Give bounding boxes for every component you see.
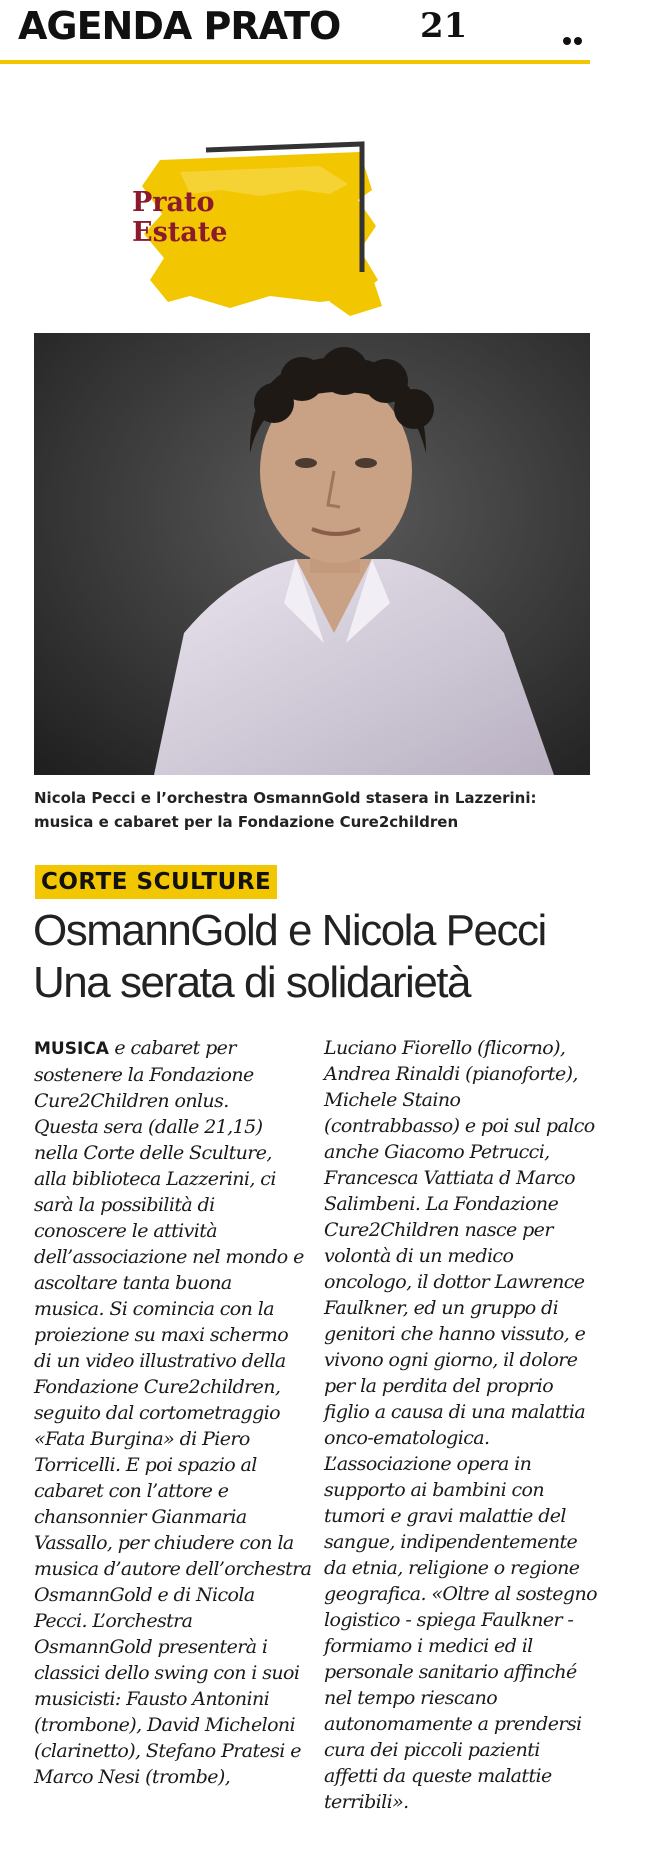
article-line: Torricelli. E poi spazio al — [34, 1454, 257, 1476]
page-header — [0, 0, 590, 62]
article-line: geografica. «Oltre al sostegno — [324, 1583, 597, 1605]
article-line: «Fata Burgina» di Piero — [34, 1428, 250, 1450]
article-line: nel tempo riescano — [324, 1687, 498, 1709]
article-line: personale sanitario affinché — [324, 1661, 577, 1683]
article-line: (contrabbasso) e poi sul palco — [324, 1115, 595, 1137]
article-line: Faulkner, ed un gruppo di — [324, 1297, 559, 1319]
article-line: oncologo, il dottor Lawrence — [324, 1271, 585, 1293]
article-line: OsmannGold presenterà i — [34, 1636, 268, 1658]
page-number: 21 — [420, 6, 468, 46]
article-line: alla biblioteca Lazzerini, ci — [34, 1168, 276, 1190]
col2-lines — [324, 1035, 597, 1815]
article-line: L’associazione opera in — [324, 1453, 532, 1475]
article-line: classici dello swing con i suoi — [34, 1662, 300, 1684]
article-line: onco-ematologica. — [324, 1427, 490, 1449]
lead-word: MUSICA — [34, 1039, 109, 1059]
logo-line-estate: Estate — [132, 217, 228, 248]
article-line: Pecci. L’orchestra — [34, 1610, 193, 1632]
article-line: supporto ai bambini con — [324, 1479, 545, 1501]
article-line: per la perdita del proprio — [324, 1375, 554, 1397]
article-line: Fondazione Cure2children, — [34, 1376, 281, 1398]
portrait-photo-icon — [34, 333, 590, 775]
article-line: Francesca Vattiata d Marco — [324, 1167, 576, 1189]
article-line: Michele Staino — [324, 1089, 461, 1111]
dots-icon — [563, 30, 587, 40]
article-line: Andrea Rinaldi (pianoforte), — [324, 1063, 578, 1085]
article-line: vivono ogni giorno, il dolore — [324, 1349, 578, 1371]
article-line: figlio a causa di una malattia — [324, 1401, 586, 1423]
article-line: nella Corte delle Sculture, — [34, 1142, 272, 1164]
article-line: Salimbeni. La Fondazione — [324, 1193, 559, 1215]
article-line: proiezione su maxi schermo — [34, 1324, 289, 1346]
article-line: conoscere le attività — [34, 1220, 217, 1242]
article-line: formiamo i medici ed il — [324, 1635, 533, 1657]
article-line: Marco Nesi (trombe), — [34, 1766, 231, 1788]
article-line: anche Giacomo Petrucci, — [324, 1141, 550, 1163]
article-line: autonomamente a prendersi — [324, 1713, 582, 1735]
article-line: sangue, indipendentemente — [324, 1531, 578, 1553]
article-line: seguito dal cortometraggio — [34, 1402, 280, 1424]
photo-caption — [34, 786, 594, 834]
article-line: cura dei piccoli pazienti — [324, 1739, 540, 1761]
headline-line: Una serata di solidarietà — [33, 958, 470, 1007]
logo-line-prato: Prato — [132, 187, 215, 218]
logo-text — [132, 188, 227, 248]
article-line: di un video illustrativo della — [34, 1350, 286, 1372]
caption-line: musica e cabaret per la Fondazione Cure2children — [34, 813, 459, 831]
prato-estate-logo — [120, 130, 390, 330]
header-rule — [0, 60, 590, 64]
article-line: (trombone), David Micheloni — [34, 1714, 296, 1736]
article-line: dell’associazione nel mondo e — [34, 1246, 304, 1268]
article-line: (clarinetto), Stefano Pratesi e — [34, 1740, 301, 1762]
article-line: musica d’autore dell’orchestra — [34, 1558, 312, 1580]
portrait-photo — [34, 333, 590, 775]
article-line: OsmannGold e di Nicola — [34, 1584, 255, 1606]
article-line: Cure2Children onlus. — [34, 1090, 229, 1112]
article-column-1 — [34, 1035, 312, 1790]
article-line: tumori e gravi malattie del — [324, 1505, 566, 1527]
section-title: AGENDA PRATO — [18, 4, 341, 48]
article-first-line — [34, 1035, 306, 1062]
article-line: da etnia, religione o regione — [324, 1557, 580, 1579]
article-line: ascoltare tanta buona — [34, 1272, 232, 1294]
article-line: musica. Si comincia con la — [34, 1298, 274, 1320]
article-line: sarà la possibilità di — [34, 1194, 215, 1216]
kicker-label: CORTE SCULTURE — [35, 865, 277, 899]
article-line: e cabaret per — [108, 1037, 236, 1059]
caption-line: Nicola Pecci e l’orchestra OsmannGold stasera in Lazzerini: — [34, 789, 537, 807]
article-line: affetti da queste malattie — [324, 1765, 552, 1787]
article-line: volontà di un medico — [324, 1245, 514, 1267]
headline — [33, 905, 613, 1009]
article-line: chansonnier Gianmaria — [34, 1506, 247, 1528]
article-line: musicisti: Fausto Antonini — [34, 1688, 270, 1710]
article-line: Cure2Children nasce per — [324, 1219, 553, 1241]
article-line: Vassallo, per chiudere con la — [34, 1532, 294, 1554]
article-line: genitori che hanno vissuto, e — [324, 1323, 586, 1345]
headline-line: OsmannGold e Nicola Pecci — [33, 906, 546, 955]
col1-lines — [34, 1062, 312, 1790]
article-column-2 — [324, 1035, 597, 1815]
article-line: sostenere la Fondazione — [34, 1064, 254, 1086]
article-line: cabaret con l’attore e — [34, 1480, 229, 1502]
article-line: logistico - spiega Faulkner - — [324, 1609, 574, 1631]
article-line: Questa sera (dalle 21,15) — [34, 1116, 263, 1138]
article-line: terribili». — [324, 1791, 409, 1813]
article-line: Luciano Fiorello (flicorno), — [324, 1037, 566, 1059]
